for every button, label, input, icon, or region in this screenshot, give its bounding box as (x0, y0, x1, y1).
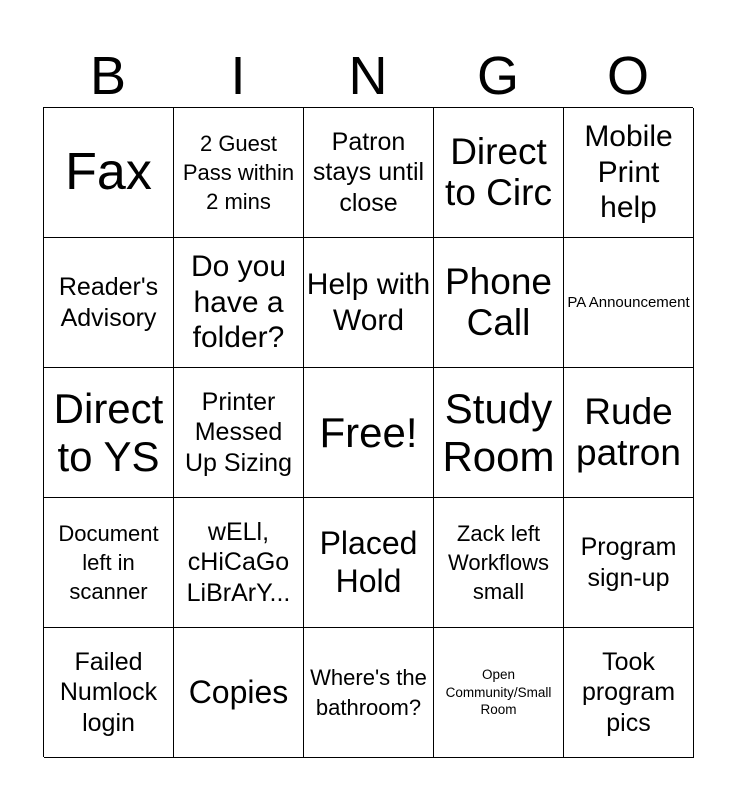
bingo-cell-pa-announcement[interactable] (564, 238, 694, 368)
cell-label: Reader's Advisory (58, 273, 159, 332)
cell-label: Zack left Workflows small (447, 520, 550, 605)
bingo-cell-document-scanner[interactable] (44, 498, 174, 628)
bingo-cell-bathroom[interactable] (304, 628, 434, 758)
bingo-cell-direct-to-ys[interactable] (44, 368, 174, 498)
cell-label: Where's the bathroom? (310, 665, 427, 720)
cell-label: Phone Call (445, 260, 552, 343)
cell-label: Copies (188, 673, 289, 710)
cell-label: Program sign-up (580, 533, 677, 592)
header-letter-n: N (348, 46, 388, 106)
bingo-cell-copies[interactable] (174, 628, 304, 758)
header-letter-b: B (89, 46, 127, 106)
bingo-cell-folder[interactable] (174, 238, 304, 368)
bingo-cell-zack-workflows[interactable] (434, 498, 564, 628)
bingo-cell-chicago-library[interactable] (174, 498, 304, 628)
cell-label: Rude patron (576, 390, 681, 473)
bingo-cell-placed-hold[interactable] (304, 498, 434, 628)
cell-label: Failed Numlock login (59, 647, 158, 737)
bingo-header (43, 44, 693, 108)
bingo-cell-patron-stays[interactable] (304, 108, 434, 238)
cell-label: Direct to YS (53, 385, 164, 480)
cell-label: Open Community/Small Room (445, 667, 552, 718)
bingo-cell-direct-to-circ[interactable] (434, 108, 564, 238)
cell-label: Mobile Print help (584, 120, 673, 225)
bingo-cell-study-room[interactable] (434, 368, 564, 498)
bingo-cell-guest-pass[interactable] (174, 108, 304, 238)
bingo-cell-free[interactable] (304, 368, 434, 498)
bingo-cell-printer-sizing[interactable] (174, 368, 304, 498)
cell-label: wELl, cHiCaGo LiBrArY... (186, 517, 291, 607)
cell-label: Free! (319, 408, 418, 456)
cell-label: Document left in scanner (58, 520, 159, 605)
cell-label: Do you have a folder? (190, 250, 287, 355)
bingo-cell-help-with-word[interactable] (304, 238, 434, 368)
bingo-cell-open-community-room[interactable] (434, 628, 564, 758)
cell-label: Direct to Circ (445, 130, 552, 213)
cell-label: Took program pics (581, 647, 676, 737)
bingo-cell-program-signup[interactable] (564, 498, 694, 628)
cell-label: Fax (65, 142, 152, 201)
header-letter-g: G (476, 46, 519, 106)
bingo-cell-phone-call[interactable] (434, 238, 564, 368)
cell-label: Study Room (442, 385, 555, 480)
bingo-cell-numlock-login[interactable] (44, 628, 174, 758)
bingo-grid (43, 107, 693, 757)
bingo-cell-fax[interactable] (44, 108, 174, 238)
cell-label: 2 Guest Pass within 2 mins (182, 130, 295, 215)
cell-label: Printer Messed Up Sizing (185, 387, 292, 477)
cell-label: Help with Word (306, 268, 431, 337)
bingo-cell-readers-advisory[interactable] (44, 238, 174, 368)
cell-label: Patron stays until close (312, 127, 425, 217)
bingo-cell-mobile-print-help[interactable] (564, 108, 694, 238)
header-letter-o: O (606, 46, 649, 106)
cell-label: Placed Hold (319, 524, 418, 599)
header-letter-i: I (230, 46, 246, 106)
cell-label: PA Announcement (567, 293, 690, 311)
bingo-cell-rude-patron[interactable] (564, 368, 694, 498)
bingo-cell-program-pics[interactable] (564, 628, 694, 758)
